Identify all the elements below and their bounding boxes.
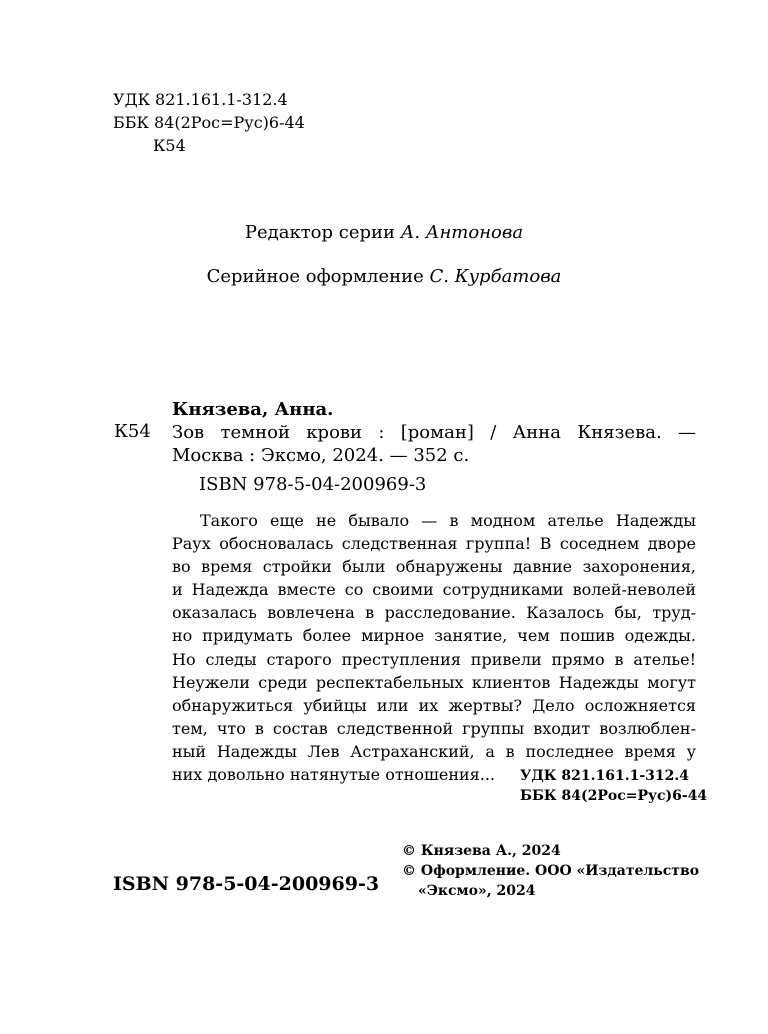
series-design-credit: [0, 266, 768, 287]
author-sign: К54: [153, 136, 186, 155]
annotation-line: ный Надежды Лев Астраханский, а в последнее время у: [172, 741, 696, 761]
copyright-design-cont: «Эксмо», 2024: [418, 883, 536, 899]
classification-repeat: [520, 766, 707, 806]
udk-code: УДК 821.161.1-312.4: [113, 90, 288, 109]
annotation-line: во время стройки были обнаружены давние захоронения,: [172, 557, 696, 577]
bbk-code: ББК 84(2Рос=Рус)6-44: [113, 113, 305, 132]
bbk-code-repeat: ББК 84(2Рос=Рус)6-44: [520, 788, 708, 804]
annotation-line: Но следы старого преступления привели прямо в ателье!: [172, 649, 696, 669]
annotation-line: оказалась вовлечена в расследование. Казалось бы, труд-: [172, 603, 696, 623]
series-editor-credit: [0, 222, 768, 243]
record-author: Князева, Анна.: [172, 399, 334, 420]
record-author-sign: К54: [114, 421, 151, 442]
series-design-label: Серийное оформление: [206, 266, 430, 287]
annotation-line: Раух обосновалась следственная группа! В соседнем дворе: [172, 534, 696, 554]
classification-block: [113, 88, 305, 157]
annotation: [172, 509, 696, 786]
copyright-design: © Оформление. ООО «Издательство: [402, 863, 700, 879]
record-description-line-2: Москва : Эксмо, 2024. — 352 с.: [172, 445, 470, 466]
bibliographic-record: [172, 398, 696, 467]
record-isbn: ISBN 978-5-04-200969-3: [199, 474, 427, 495]
annotation-line: Неужели среди респектабельных клиентов Надежды могут: [172, 672, 696, 692]
copyright-block: [402, 841, 699, 901]
series-editor-name: А. Антонова: [400, 222, 524, 243]
record-description-line-1: Зов темной крови : [роман] / Анна Князева. —: [172, 422, 696, 443]
udk-code-repeat: УДК 821.161.1-312.4: [520, 768, 690, 784]
annotation-line: и Надежда вместе со своими сотрудниками волей-неволей: [172, 580, 696, 600]
annotation-line: тем, что в состав следственной группы входит возлюблен-: [172, 718, 696, 738]
copyright-author: © Князева А., 2024: [402, 843, 561, 859]
annotation-line: них довольно натянутые отношения...: [172, 765, 495, 785]
annotation-line: Такого еще не бывало — в модном ателье Надежды: [200, 511, 696, 530]
series-design-name: С. Курбатова: [429, 266, 562, 287]
annotation-line: но придумать более мирное занятие, чем пошив одежды.: [172, 626, 696, 646]
annotation-line: обнаружиться убийцы или их жертвы? Дело осложняется: [172, 695, 696, 715]
isbn-large: ISBN 978-5-04-200969-3: [113, 873, 380, 895]
series-editor-label: Редактор серии: [244, 222, 401, 243]
